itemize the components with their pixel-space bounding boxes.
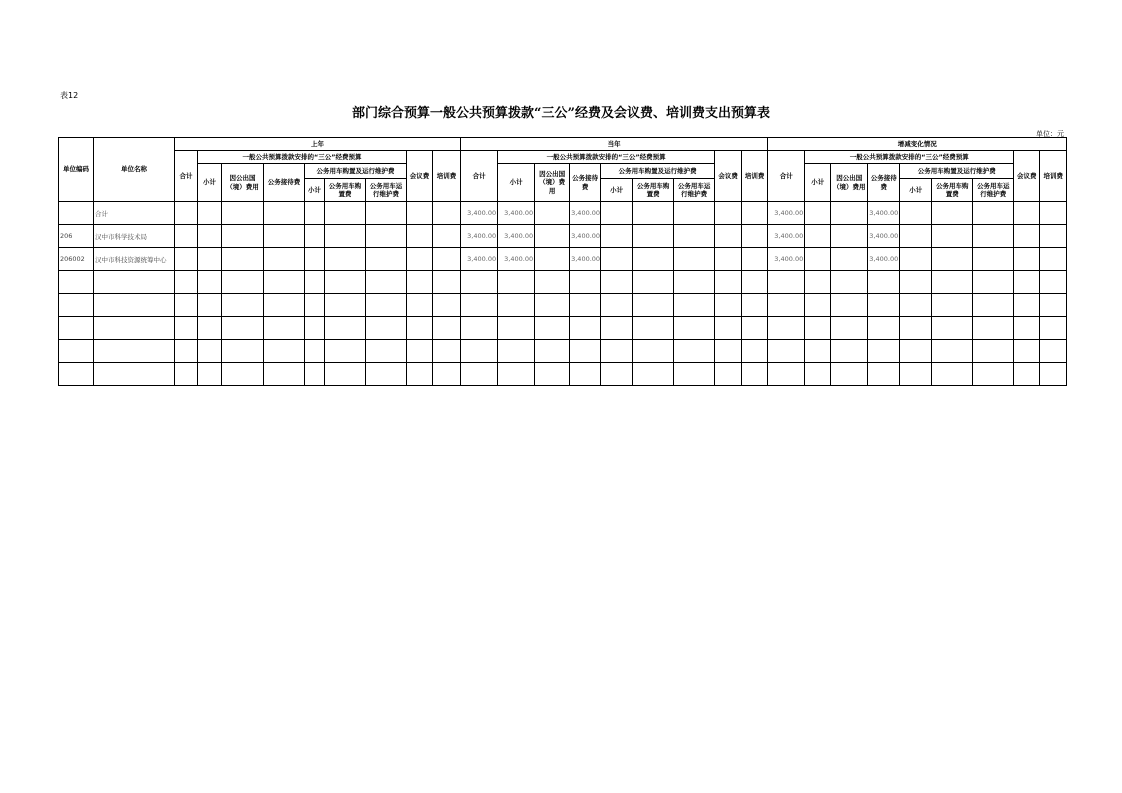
cell-amount: [1040, 248, 1067, 271]
cell-amount: [222, 225, 264, 248]
cell-unit-code: [59, 271, 94, 294]
cell-amount: [433, 225, 461, 248]
cell-amount: [1014, 340, 1040, 363]
cell-amount: [1014, 225, 1040, 248]
cell-amount: [674, 225, 715, 248]
cell-amount: [674, 202, 715, 225]
header-meeting: 会议费: [407, 151, 433, 202]
cell-amount: [570, 340, 601, 363]
cell-amount: 3,400.00: [768, 248, 805, 271]
cell-amount: [535, 294, 570, 317]
cell-amount: [305, 271, 325, 294]
cell-amount: [805, 225, 831, 248]
cell-amount: [264, 340, 305, 363]
cell-amount: [407, 340, 433, 363]
cell-amount: [198, 363, 222, 386]
cell-amount: [831, 340, 868, 363]
cell-unit-code: [59, 317, 94, 340]
cell-amount: [805, 202, 831, 225]
cell-amount: [433, 363, 461, 386]
cell-unit-name: [94, 271, 175, 294]
cell-amount: [325, 363, 366, 386]
cell-amount: [325, 340, 366, 363]
cell-amount: [305, 202, 325, 225]
cell-amount: [366, 225, 407, 248]
cell-amount: [570, 317, 601, 340]
cell-unit-name: 汉中市科技资源统筹中心: [94, 248, 175, 271]
cell-unit-name: 汉中市科学技术局: [94, 225, 175, 248]
cell-amount: [900, 271, 932, 294]
cell-amount: [305, 317, 325, 340]
header-reception: 公务接待费: [868, 164, 900, 202]
cell-amount: [175, 271, 198, 294]
cell-amount: [900, 294, 932, 317]
table-body: [59, 202, 1067, 386]
cell-amount: [535, 271, 570, 294]
cell-amount: [264, 248, 305, 271]
cell-amount: [305, 248, 325, 271]
cell-amount: [305, 294, 325, 317]
cell-amount: [366, 317, 407, 340]
cell-amount: [831, 294, 868, 317]
cell-amount: [715, 248, 742, 271]
cell-amount: [601, 271, 633, 294]
cell-amount: [1014, 248, 1040, 271]
cell-amount: [535, 317, 570, 340]
cell-amount: [715, 202, 742, 225]
cell-amount: [325, 225, 366, 248]
cell-amount: [1014, 271, 1040, 294]
cell-amount: [433, 317, 461, 340]
cell-amount: [461, 363, 498, 386]
cell-amount: [973, 225, 1014, 248]
cell-amount: [674, 317, 715, 340]
cell-amount: [1040, 294, 1067, 317]
cell-amount: [433, 340, 461, 363]
cell-amount: [633, 225, 674, 248]
cell-amount: [1014, 202, 1040, 225]
cell-amount: [674, 271, 715, 294]
cell-amount: [715, 340, 742, 363]
cell-amount: 3,400.00: [498, 202, 535, 225]
cell-amount: [407, 363, 433, 386]
cell-amount: [742, 363, 768, 386]
cell-amount: [325, 248, 366, 271]
cell-amount: [831, 271, 868, 294]
cell-amount: [1040, 363, 1067, 386]
cell-amount: [633, 294, 674, 317]
cell-amount: [742, 225, 768, 248]
header-subtotal: 小计: [498, 164, 535, 202]
cell-amount: [198, 202, 222, 225]
cell-amount: [325, 271, 366, 294]
cell-amount: [535, 340, 570, 363]
cell-amount: [498, 271, 535, 294]
cell-amount: [175, 363, 198, 386]
cell-amount: [222, 248, 264, 271]
cell-amount: [973, 202, 1014, 225]
cell-amount: [868, 294, 900, 317]
cell-amount: [1014, 294, 1040, 317]
cell-amount: [742, 294, 768, 317]
cell-amount: [407, 294, 433, 317]
cell-unit-name: [94, 363, 175, 386]
cell-amount: [715, 317, 742, 340]
header-training: 培训费: [433, 151, 461, 202]
header-abroad: 因公出国（境）费用: [831, 164, 868, 202]
cell-amount: [633, 317, 674, 340]
page-title: 部门综合预算一般公共预算拨款“三公”经费及会议费、培训费支出预算表: [352, 106, 770, 121]
cell-amount: [570, 294, 601, 317]
header-vehicle-subtotal: 小计: [900, 179, 932, 202]
cell-amount: [1040, 340, 1067, 363]
cell-amount: [433, 271, 461, 294]
cell-unit-code: [59, 294, 94, 317]
header-training: 培训费: [1040, 151, 1067, 202]
cell-amount: [932, 363, 973, 386]
cell-amount: [831, 225, 868, 248]
cell-amount: [932, 271, 973, 294]
cell-amount: [601, 225, 633, 248]
cell-amount: [973, 317, 1014, 340]
cell-amount: [831, 363, 868, 386]
cell-amount: [868, 340, 900, 363]
cell-amount: 3,400.00: [570, 225, 601, 248]
cell-amount: [366, 202, 407, 225]
header-vehicle-run: 公务用车运行维护费: [366, 179, 407, 202]
cell-amount: [868, 363, 900, 386]
cell-amount: [805, 317, 831, 340]
cell-amount: [900, 317, 932, 340]
header-vehicle-buy: 公务用车购置费: [932, 179, 973, 202]
cell-amount: [570, 271, 601, 294]
cell-amount: [366, 271, 407, 294]
cell-amount: [633, 363, 674, 386]
cell-amount: [264, 225, 305, 248]
header-vehicle-buy: 公务用车购置费: [325, 179, 366, 202]
cell-amount: [461, 294, 498, 317]
cell-amount: [175, 225, 198, 248]
cell-amount: [198, 271, 222, 294]
cell-amount: [633, 271, 674, 294]
cell-amount: 3,400.00: [570, 202, 601, 225]
cell-amount: [674, 340, 715, 363]
table-header: [59, 138, 1067, 202]
cell-amount: [1040, 202, 1067, 225]
cell-amount: [601, 363, 633, 386]
table-number-label: 表12: [60, 91, 79, 100]
cell-amount: [407, 202, 433, 225]
cell-amount: [433, 294, 461, 317]
cell-amount: [601, 294, 633, 317]
budget-table: [58, 137, 1067, 386]
cell-amount: [742, 248, 768, 271]
header-subtotal: 小计: [198, 164, 222, 202]
header-vehicle-subtotal: 小计: [305, 179, 325, 202]
cell-amount: [973, 294, 1014, 317]
cell-amount: 3,400.00: [868, 248, 900, 271]
header-reception: 公务接待费: [570, 164, 601, 202]
header-abroad: 因公出国（境）费用: [535, 164, 570, 202]
cell-amount: [222, 317, 264, 340]
cell-unit-name: [94, 317, 175, 340]
cell-amount: [768, 363, 805, 386]
cell-amount: [868, 317, 900, 340]
cell-amount: [768, 317, 805, 340]
header-three-public: 一般公共预算拨款安排的“三公”经费预算: [805, 151, 1014, 164]
header-subtotal: 小计: [805, 164, 831, 202]
cell-amount: [742, 271, 768, 294]
cell-amount: [222, 271, 264, 294]
cell-amount: [198, 225, 222, 248]
header-vehicle: 公务用车购置及运行维护费: [305, 164, 407, 179]
cell-unit-code: 206002: [59, 248, 94, 271]
cell-amount: [305, 340, 325, 363]
cell-amount: [868, 271, 900, 294]
cell-amount: [175, 248, 198, 271]
header-change: 增减变化情况: [768, 138, 1067, 151]
header-three-public: 一般公共预算拨款安排的“三公”经费预算: [498, 151, 715, 164]
header-this-year: 当年: [461, 138, 768, 151]
cell-unit-name: 合计: [94, 202, 175, 225]
cell-amount: [1040, 271, 1067, 294]
cell-amount: [1040, 225, 1067, 248]
cell-amount: [973, 271, 1014, 294]
cell-amount: [831, 317, 868, 340]
cell-amount: [768, 340, 805, 363]
cell-amount: [805, 248, 831, 271]
cell-amount: [715, 363, 742, 386]
header-vehicle-buy: 公务用车购置费: [633, 179, 674, 202]
cell-amount: [264, 317, 305, 340]
cell-amount: [900, 340, 932, 363]
header-vehicle-subtotal: 小计: [601, 179, 633, 202]
cell-amount: [535, 363, 570, 386]
cell-amount: [264, 363, 305, 386]
cell-unit-name: [94, 340, 175, 363]
header-unit-name: 单位名称: [94, 138, 175, 202]
cell-amount: [601, 317, 633, 340]
cell-amount: [674, 248, 715, 271]
cell-amount: 3,400.00: [498, 248, 535, 271]
table-row: [59, 225, 1067, 248]
cell-amount: [535, 202, 570, 225]
cell-amount: [742, 340, 768, 363]
cell-amount: [366, 248, 407, 271]
cell-amount: [366, 363, 407, 386]
cell-amount: [973, 248, 1014, 271]
cell-amount: [715, 271, 742, 294]
cell-unit-code: [59, 363, 94, 386]
cell-amount: [498, 294, 535, 317]
header-vehicle: 公务用车购置及运行维护费: [601, 164, 715, 179]
cell-amount: [900, 363, 932, 386]
cell-amount: [932, 317, 973, 340]
cell-amount: [1014, 363, 1040, 386]
cell-amount: [932, 225, 973, 248]
cell-amount: [264, 271, 305, 294]
cell-amount: [805, 294, 831, 317]
cell-amount: [633, 340, 674, 363]
cell-amount: [305, 225, 325, 248]
cell-amount: [366, 294, 407, 317]
cell-amount: 3,400.00: [868, 225, 900, 248]
cell-amount: [932, 202, 973, 225]
cell-amount: [325, 202, 366, 225]
cell-amount: [1014, 317, 1040, 340]
cell-amount: [433, 248, 461, 271]
cell-amount: [407, 317, 433, 340]
cell-amount: [932, 248, 973, 271]
cell-amount: [175, 340, 198, 363]
cell-amount: [535, 225, 570, 248]
cell-unit-code: [59, 340, 94, 363]
cell-amount: [366, 340, 407, 363]
header-unit-code: 单位编码: [59, 138, 94, 202]
cell-amount: [900, 248, 932, 271]
header-three-public: 一般公共预算拨款安排的“三公”经费预算: [198, 151, 407, 164]
table-row: [59, 363, 1067, 386]
cell-amount: [973, 363, 1014, 386]
cell-amount: [768, 271, 805, 294]
cell-amount: 3,400.00: [768, 202, 805, 225]
cell-amount: 3,400.00: [768, 225, 805, 248]
cell-amount: 3,400.00: [461, 202, 498, 225]
table-row: [59, 271, 1067, 294]
cell-amount: [498, 363, 535, 386]
cell-amount: [198, 294, 222, 317]
cell-amount: [222, 294, 264, 317]
cell-amount: [601, 202, 633, 225]
cell-amount: [222, 363, 264, 386]
cell-amount: 3,400.00: [868, 202, 900, 225]
header-training: 培训费: [742, 151, 768, 202]
cell-amount: [325, 294, 366, 317]
cell-amount: [407, 248, 433, 271]
cell-amount: [633, 202, 674, 225]
header-total: 合计: [175, 151, 198, 202]
cell-amount: [900, 202, 932, 225]
cell-amount: [264, 202, 305, 225]
table-row: [59, 294, 1067, 317]
cell-amount: [1040, 317, 1067, 340]
unit-label: 单位：元: [1036, 130, 1064, 138]
cell-amount: [198, 248, 222, 271]
cell-amount: [461, 317, 498, 340]
header-meeting: 会议费: [715, 151, 742, 202]
cell-amount: [805, 340, 831, 363]
cell-amount: [264, 294, 305, 317]
cell-amount: [715, 294, 742, 317]
header-prev-year: 上年: [175, 138, 461, 151]
cell-amount: [674, 294, 715, 317]
cell-amount: [805, 271, 831, 294]
header-vehicle-run: 公务用车运行维护费: [674, 179, 715, 202]
cell-amount: [633, 248, 674, 271]
header-vehicle-run: 公务用车运行维护费: [973, 179, 1014, 202]
cell-amount: [601, 248, 633, 271]
cell-unit-code: 206: [59, 225, 94, 248]
cell-amount: [601, 340, 633, 363]
header-vehicle: 公务用车购置及运行维护费: [900, 164, 1014, 179]
cell-amount: [831, 248, 868, 271]
cell-amount: [674, 363, 715, 386]
table-row: [59, 317, 1067, 340]
cell-amount: [973, 340, 1014, 363]
header-reception: 公务接待费: [264, 164, 305, 202]
cell-amount: [742, 202, 768, 225]
cell-amount: [535, 248, 570, 271]
header-abroad: 因公出国（境）费用: [222, 164, 264, 202]
cell-amount: [742, 317, 768, 340]
table-row: [59, 248, 1067, 271]
cell-amount: [407, 225, 433, 248]
cell-amount: [175, 294, 198, 317]
cell-amount: [831, 202, 868, 225]
cell-amount: [932, 340, 973, 363]
header-total: 合计: [461, 151, 498, 202]
cell-amount: [900, 225, 932, 248]
cell-amount: 3,400.00: [461, 225, 498, 248]
cell-amount: 3,400.00: [461, 248, 498, 271]
cell-amount: 3,400.00: [498, 225, 535, 248]
cell-amount: 3,400.00: [570, 248, 601, 271]
cell-amount: [407, 271, 433, 294]
cell-amount: [461, 340, 498, 363]
cell-amount: [198, 340, 222, 363]
table-row: [59, 202, 1067, 225]
header-total: 合计: [768, 151, 805, 202]
cell-amount: [175, 202, 198, 225]
cell-amount: [498, 317, 535, 340]
cell-unit-name: [94, 294, 175, 317]
cell-amount: [932, 294, 973, 317]
cell-amount: [198, 317, 222, 340]
cell-amount: [715, 225, 742, 248]
header-meeting: 会议费: [1014, 151, 1040, 202]
cell-amount: [325, 317, 366, 340]
cell-amount: [222, 202, 264, 225]
cell-amount: [222, 340, 264, 363]
cell-unit-code: [59, 202, 94, 225]
cell-amount: [768, 294, 805, 317]
cell-amount: [175, 317, 198, 340]
cell-amount: [570, 363, 601, 386]
cell-amount: [498, 340, 535, 363]
cell-amount: [461, 271, 498, 294]
cell-amount: [305, 363, 325, 386]
cell-amount: [805, 363, 831, 386]
table-row: [59, 340, 1067, 363]
cell-amount: [433, 202, 461, 225]
